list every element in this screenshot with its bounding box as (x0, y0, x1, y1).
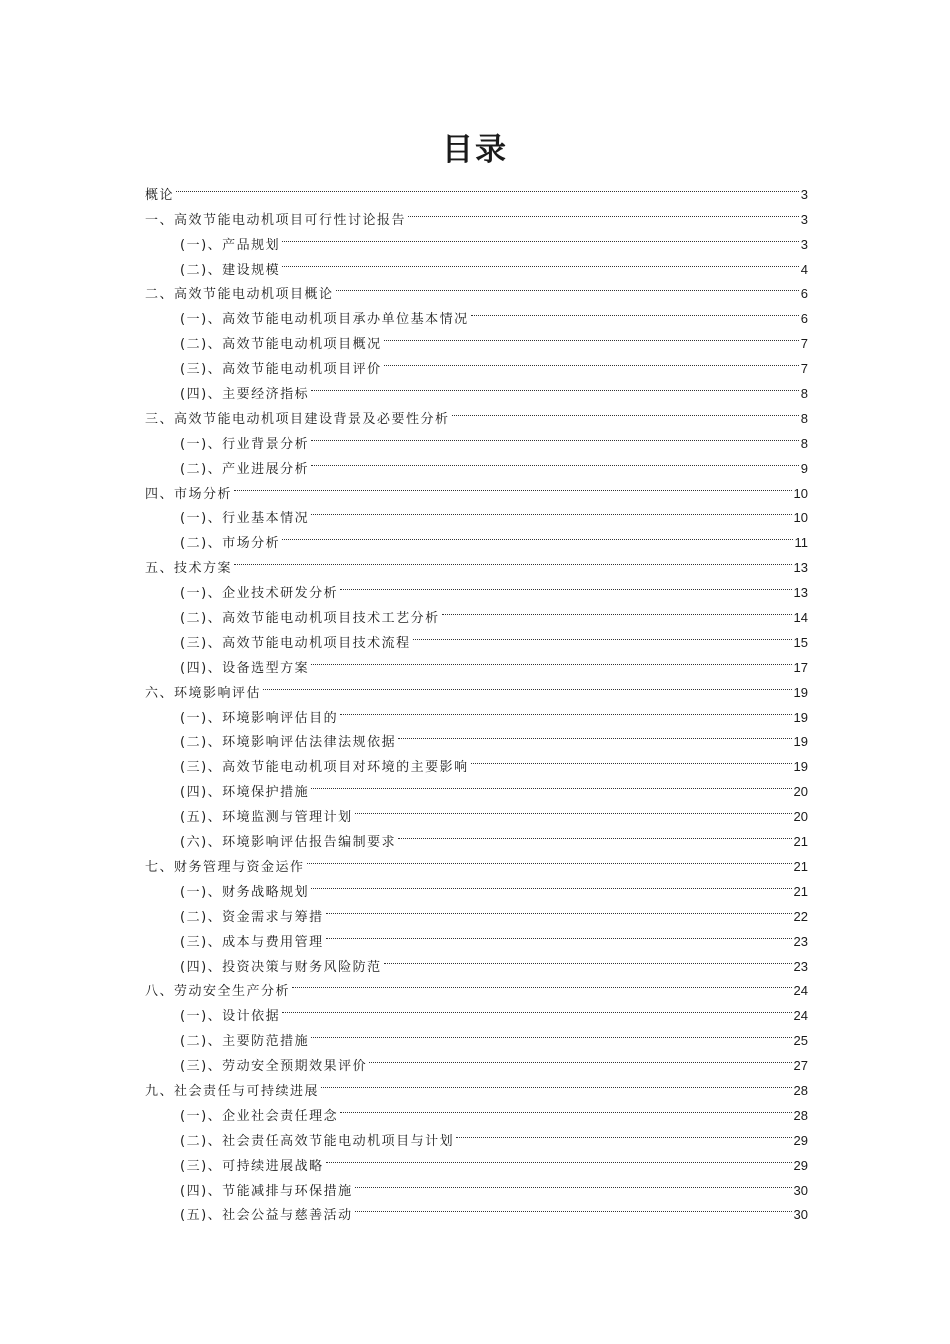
toc-entry-text: (一)、行业背景分析 (180, 436, 310, 452)
toc-entry-text: (三)、劳动安全预期效果评价 (180, 1059, 368, 1075)
toc-entry-page-number: 23 (793, 933, 808, 949)
toc-entry-text: (二)、主要防范措施 (180, 1034, 310, 1050)
dot-leader (355, 1170, 792, 1195)
toc-entry-text: (一)、行业基本情况 (180, 511, 310, 527)
dot-leader (408, 199, 799, 224)
dot-leader (311, 448, 799, 473)
toc-entry-page-number: 27 (793, 1058, 808, 1074)
dot-leader (384, 946, 792, 971)
dot-leader (413, 622, 792, 647)
toc-title: 目录 (442, 132, 508, 168)
toc-entry-page-number: 24 (793, 1008, 808, 1024)
dot-leader (340, 1095, 791, 1120)
dot-leader (369, 1045, 791, 1070)
dot-leader (176, 174, 799, 199)
toc-entry-page-number: 19 (793, 734, 808, 750)
dot-leader (292, 971, 792, 996)
toc-entry-text: (一)、高效节能电动机项目承办单位基本情况 (180, 312, 469, 328)
toc-entry-page-number: 23 (793, 958, 808, 974)
toc-entry-page-number: 17 (793, 659, 808, 675)
dot-leader (307, 846, 792, 871)
toc-entry-text: (六)、环境影响评估报告编制要求 (180, 835, 397, 851)
dot-leader (234, 547, 792, 572)
toc-entry-text: (一)、产品规划 (180, 237, 281, 253)
toc-entry-text: (一)、企业技术研发分析 (180, 586, 339, 602)
toc-entry-page-number: 7 (800, 361, 808, 377)
toc-entry-text: (二)、社会责任高效节能电动机项目与计划 (180, 1133, 455, 1149)
toc-entry-text: (二)、环境影响评估法律法规依据 (180, 735, 397, 751)
toc-entry-text: (一)、企业社会责任理念 (180, 1108, 339, 1124)
toc-entry-text: (三)、可持续进展战略 (180, 1158, 324, 1174)
toc-entry-page-number: 20 (793, 809, 808, 825)
toc-entry-page-number: 4 (800, 261, 808, 277)
toc-entry-text: 七、财务管理与资金运作 (145, 859, 305, 875)
toc-entry-page-number: 9 (800, 460, 808, 476)
toc-entry-page-number: 19 (793, 759, 808, 775)
toc-entry-text: (二)、产业进展分析 (180, 461, 310, 477)
toc-entry-text: 六、环境影响评估 (145, 685, 262, 701)
dot-leader (398, 821, 791, 846)
dot-leader (326, 1145, 792, 1170)
toc-entry-text: (四)、主要经济指标 (180, 387, 310, 403)
toc-entry-page-number: 21 (793, 858, 808, 874)
toc-entry-text: (二)、资金需求与筹措 (180, 909, 324, 925)
toc-entry-page-number: 6 (800, 286, 808, 302)
toc-entry-page-number: 11 (794, 535, 808, 551)
toc-entry-page-number: 10 (793, 510, 808, 526)
dot-leader (311, 871, 791, 896)
dot-leader (336, 274, 799, 299)
toc-subsection-entry[interactable] (145, 572, 808, 602)
dot-leader (234, 473, 792, 498)
toc-section-entry[interactable] (145, 547, 808, 577)
toc-entry-page-number: 10 (793, 485, 808, 501)
dot-leader (321, 1070, 792, 1095)
toc-entry-text: (四)、环境保护措施 (180, 785, 310, 801)
toc-entry-page-number: 29 (793, 1157, 808, 1173)
toc-entry-page-number: 20 (793, 784, 808, 800)
toc-list (145, 174, 808, 1224)
dot-leader (326, 896, 792, 921)
toc-entry-text: (一)、设计依据 (180, 1009, 281, 1025)
toc-entry-text: (五)、环境监测与管理计划 (180, 810, 353, 826)
dot-leader (340, 697, 791, 722)
toc-entry-text: (一)、财务战略规划 (180, 884, 310, 900)
dot-leader (326, 921, 792, 946)
toc-entry-page-number: 21 (793, 883, 808, 899)
toc-entry-text: 九、社会责任与可持续进展 (145, 1083, 320, 1099)
dot-leader (311, 771, 791, 796)
toc-entry-text: (三)、高效节能电动机项目技术流程 (180, 635, 411, 651)
toc-entry-page-number: 30 (793, 1207, 808, 1223)
toc-entry-text: 三、高效节能电动机项目建设背景及必要性分析 (145, 411, 450, 427)
toc-entry-page-number: 6 (800, 311, 808, 327)
dot-leader (471, 746, 792, 771)
toc-entry-page-number: 8 (800, 410, 808, 426)
toc-section-entry[interactable] (145, 473, 808, 502)
toc-section-entry[interactable] (145, 199, 808, 228)
dot-leader (311, 1020, 791, 1045)
toc-entry-page-number: 14 (793, 610, 808, 626)
toc-subsection-entry[interactable] (145, 498, 808, 527)
dot-leader (311, 423, 799, 448)
toc-entry-text: 五、技术方案 (145, 561, 233, 577)
toc-entry-page-number: 3 (800, 236, 808, 252)
toc-entry-page-number: 13 (793, 560, 808, 576)
dot-leader (471, 298, 799, 323)
toc-entry-text: (三)、高效节能电动机项目评价 (180, 362, 382, 378)
dot-leader (452, 398, 799, 423)
dot-leader (311, 498, 791, 523)
toc-entry-text: (一)、环境影响评估目的 (180, 710, 339, 726)
toc-entry-page-number: 24 (793, 983, 808, 999)
toc-entry-text: (二)、高效节能电动机项目技术工艺分析 (180, 611, 440, 627)
toc-entry-text: 四、市场分析 (145, 486, 233, 502)
toc-section-entry[interactable] (145, 174, 808, 203)
dot-leader (282, 522, 792, 547)
toc-entry-page-number: 28 (793, 1107, 808, 1123)
toc-entry-page-number: 3 (800, 186, 808, 202)
toc-entry-text: (四)、设备选型方案 (180, 660, 310, 676)
toc-entry-text: (四)、节能减排与环保措施 (180, 1183, 353, 1199)
dot-leader (311, 373, 799, 398)
dot-leader (384, 323, 799, 348)
toc-entry-page-number: 29 (793, 1132, 808, 1148)
toc-entry-page-number: 25 (793, 1033, 808, 1049)
dot-leader (442, 597, 792, 622)
toc-entry-page-number: 13 (793, 585, 808, 601)
toc-entry-page-number: 15 (793, 634, 808, 650)
toc-entry-page-number: 8 (800, 435, 808, 451)
dot-leader (282, 224, 799, 249)
toc-entry-text: (二)、高效节能电动机项目概况 (180, 337, 382, 353)
toc-entry-text: (二)、市场分析 (180, 536, 281, 552)
toc-entry-page-number: 7 (800, 336, 808, 352)
toc-entry-page-number: 22 (793, 908, 808, 924)
toc-entry-page-number: 30 (793, 1182, 808, 1198)
toc-entry-page-number: 19 (793, 709, 808, 725)
dot-leader (263, 672, 792, 697)
toc-entry-text: 八、劳动安全生产分析 (145, 984, 291, 1000)
toc-entry-page-number: 8 (800, 386, 808, 402)
toc-entry-text: (三)、成本与费用管理 (180, 934, 324, 950)
dot-leader (384, 348, 799, 373)
dot-leader (355, 1195, 792, 1220)
toc-entry-text: (五)、社会公益与慈善活动 (180, 1208, 353, 1224)
toc-entry-page-number: 28 (793, 1082, 808, 1098)
toc-entry-text: 一、高效节能电动机项目可行性讨论报告 (145, 212, 407, 228)
dot-leader (355, 796, 792, 821)
dot-leader (340, 572, 791, 597)
toc-entry-text: 概论 (145, 187, 175, 203)
dot-leader (282, 995, 791, 1020)
toc-entry-page-number: 21 (793, 834, 808, 850)
dot-leader (282, 249, 799, 274)
dot-leader (311, 647, 791, 672)
toc-entry-text: (四)、投资决策与财务风险防范 (180, 959, 382, 975)
dot-leader (398, 722, 791, 747)
toc-entry-text: 二、高效节能电动机项目概论 (145, 287, 334, 303)
toc-entry-text: (二)、建设规模 (180, 262, 281, 278)
toc-entry-text: (三)、高效节能电动机项目对环境的主要影响 (180, 760, 469, 776)
dot-leader (456, 1120, 791, 1145)
toc-entry-page-number: 3 (800, 211, 808, 227)
toc-entry-page-number: 19 (793, 684, 808, 700)
